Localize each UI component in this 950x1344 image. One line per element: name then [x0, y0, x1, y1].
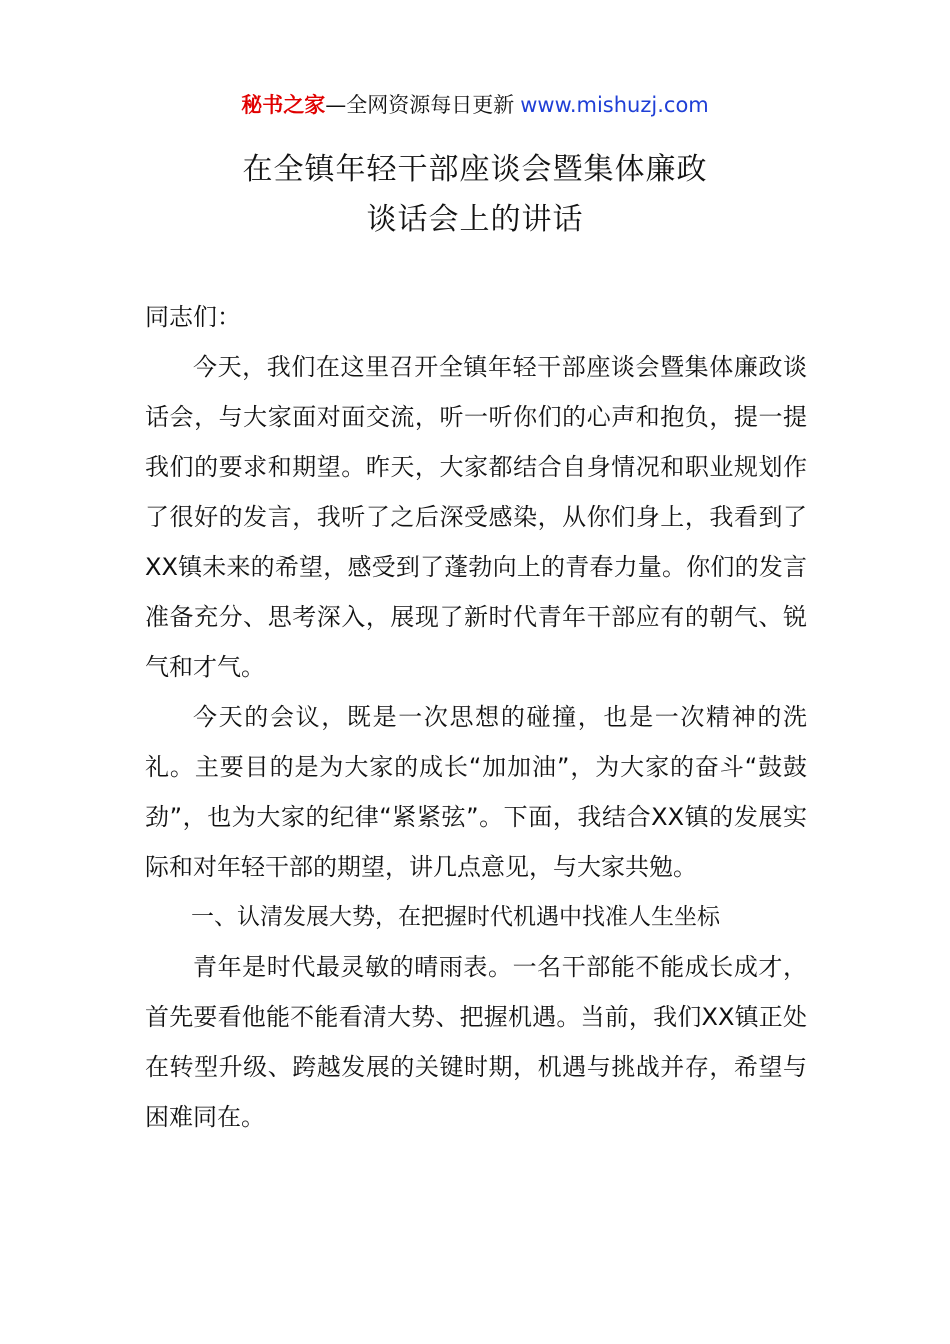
paragraph-2: 今天的会议，既是一次思想的碰撞，也是一次精神的洗礼。主要目的是为大家的成长“加加油”，为大家的奋斗“鼓鼓劲”，也为大家的纪律“紧紧弦”。下面，我结合XX镇的发展实际和对年轻干部的期望，讲几点意见，与大家共勉。 — [145, 703, 807, 881]
site-url-link[interactable]: www.mishuzj.com — [520, 93, 709, 117]
document-title — [0, 145, 950, 245]
header-tagline: —全网资源每日更新 — [325, 93, 515, 117]
document-body — [145, 292, 807, 1142]
brand-name: 秘书之家 — [241, 93, 326, 117]
paragraph-1: 今天，我们在这里召开全镇年轻干部座谈会暨集体廉政谈话会，与大家面对面交流，听一听你们的心声和抱负，提一提我们的要求和期望。昨天，大家都结合自身情况和职业规划作了很好的发言，我听了之后深受感染，从你们身上，我看到了XX镇未来的希望，感受到了蓬勃向上的青春力量。你们的发言准备充分、思考深入，展现了新时代青年干部应有的朝气、锐气和才气。 — [145, 353, 807, 681]
site-header — [0, 88, 950, 122]
title-line-2: 谈话会上的讲话 — [366, 202, 584, 237]
section-heading: 一、认清发展大势，在把握时代机遇中找准人生坐标 — [191, 904, 720, 930]
salutation: 同志们： — [145, 303, 241, 331]
title-line-1: 在全镇年轻干部座谈会暨集体廉政 — [242, 152, 708, 187]
section-paragraph: 青年是时代最灵敏的晴雨表。一名干部能不能成长成才，首先要看他能不能看清大势、把握机遇。当前，我们XX镇正处在转型升级、跨越发展的关键时期，机遇与挑战并存，希望与困难同在。 — [145, 953, 807, 1131]
